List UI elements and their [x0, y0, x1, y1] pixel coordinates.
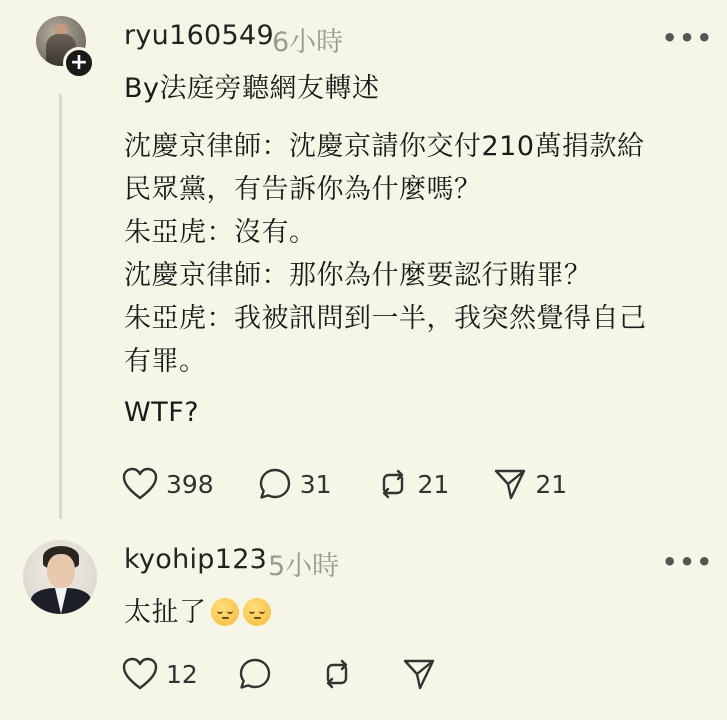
reply-text-content: 太扯了: [124, 597, 207, 628]
comment-count: 31: [299, 469, 332, 499]
reply-comment-button[interactable]: [238, 657, 280, 691]
comment-bubble-icon: [238, 657, 272, 691]
repost-count: 21: [417, 469, 450, 499]
send-paper-plane-icon: [493, 467, 527, 501]
sleepy-face-emoji: [211, 598, 239, 626]
repost-arrows-icon: [376, 467, 410, 501]
reply-actions: [122, 657, 488, 691]
repost-arrows-icon: [320, 657, 354, 691]
reply-repost-button[interactable]: [320, 657, 362, 691]
heart-icon: [122, 657, 158, 691]
like-button[interactable]: [122, 467, 214, 501]
reply-avatar[interactable]: [23, 540, 97, 614]
post-text-line: By法庭旁聽網友轉述: [124, 73, 380, 104]
reply-text: [124, 590, 271, 629]
like-count: 398: [166, 469, 214, 499]
thread-line: [59, 94, 62, 519]
post-text-line: WTF?: [124, 397, 200, 428]
reply-share-button[interactable]: [402, 657, 444, 691]
send-paper-plane-icon: [402, 657, 436, 691]
reply-username[interactable]: kyohip123: [124, 544, 268, 575]
comment-bubble-icon: [258, 467, 292, 501]
post-text-line: 朱亞虎：我被訊問到一半，我突然覺得自己: [124, 303, 647, 334]
reply-more-options-icon[interactable]: •••: [662, 548, 715, 576]
comment-button[interactable]: [258, 467, 332, 501]
repost-button[interactable]: [376, 467, 450, 501]
share-count: 21: [535, 469, 568, 499]
post-actions: [122, 467, 611, 501]
post-text-line: 有罪。: [124, 346, 207, 377]
post-text-line: 民眾黨，有告訴你為什麼嗎？: [124, 174, 482, 205]
share-button[interactable]: [493, 467, 567, 501]
heart-icon: [122, 467, 158, 501]
sleepy-face-emoji: [243, 598, 271, 626]
post-text-line: 沈慶京律師：沈慶京請你交付210萬捐款給: [124, 131, 645, 162]
reply-time: 5小時: [268, 551, 340, 582]
reply-like-count: 12: [166, 659, 198, 689]
reply-like-button[interactable]: [122, 657, 198, 691]
post-text-line: 沈慶京律師：那你為什麼要認行賄罪？: [124, 260, 592, 291]
follow-plus-icon[interactable]: +: [63, 47, 95, 79]
post-text-line: 朱亞虎：沒有。: [124, 217, 317, 248]
post-username[interactable]: ryu160549: [124, 20, 274, 51]
post-time: 6小時: [272, 27, 344, 58]
more-options-icon[interactable]: •••: [662, 24, 715, 52]
